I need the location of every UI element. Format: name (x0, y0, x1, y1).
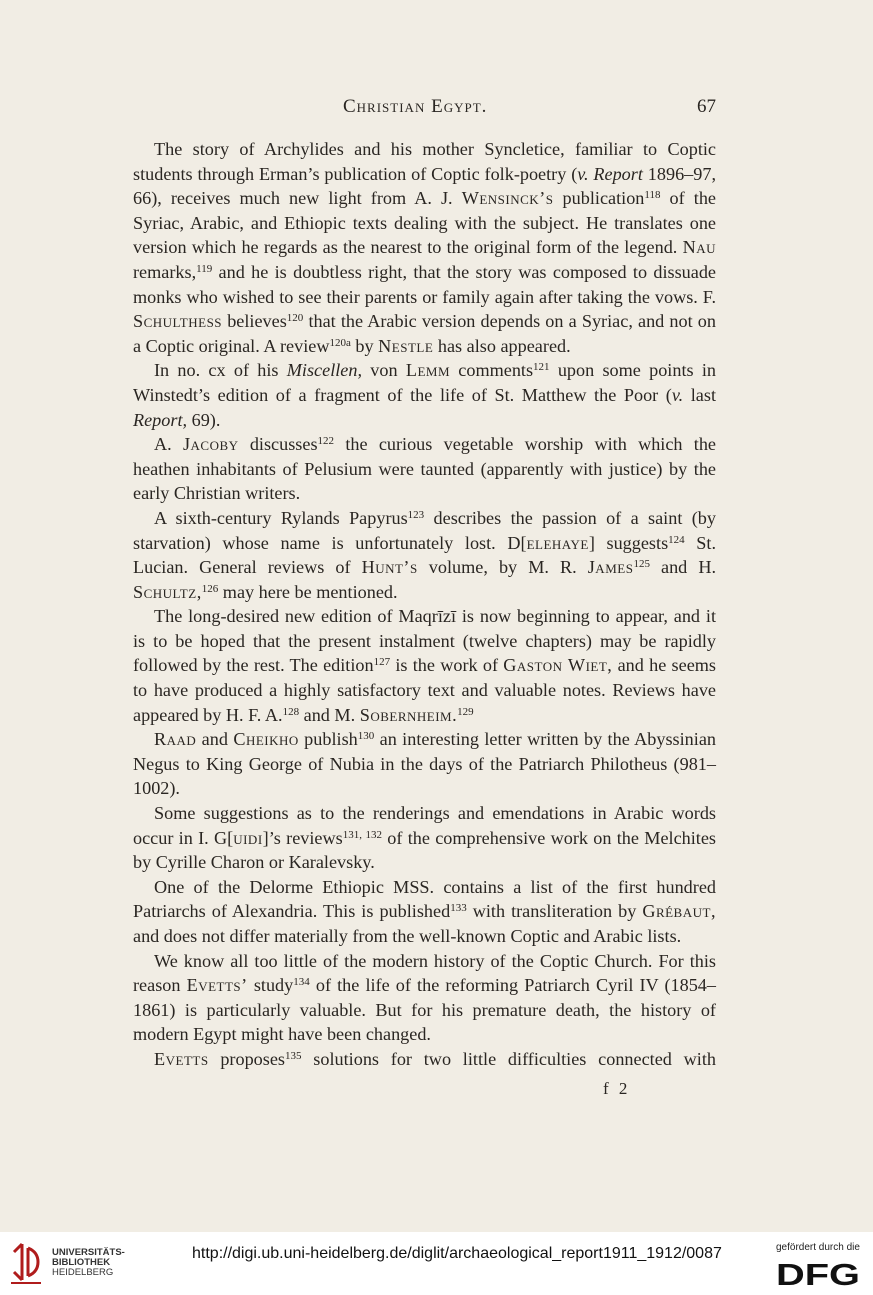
paragraph-archylides (133, 137, 716, 358)
text-run: of the comprehensive work on the Melchites by Cyrille Charon or Karalevsky. (133, 827, 716, 873)
university-library-name (52, 1248, 125, 1278)
text-run: upon some points in Winstedt’s edition of a fragment of the life of St. Matthew the Poor ( (133, 360, 716, 405)
author-name: Nestle (378, 335, 434, 356)
footnote-ref: 134 (293, 976, 310, 989)
footnote-ref: 126 (201, 582, 219, 595)
text-run: 1896–97, 66), receives much new light from A. J. (133, 163, 716, 209)
library-name-line: BIBLIOTHEK (52, 1257, 111, 1268)
text-run-italic: Miscellen, (286, 360, 363, 381)
text-run: ] suggests (588, 532, 669, 553)
text-run: and does not differ materially from the well-known Coptic and Arabic lists. (133, 926, 682, 946)
paragraph-jacoby (133, 432, 716, 506)
footnote-ref: 124 (668, 533, 685, 546)
text-run: and M. (299, 704, 360, 725)
footnote-ref: 120 (286, 312, 304, 325)
author-name: elehaye (526, 532, 589, 553)
text-run: study (247, 975, 294, 996)
author-name: Evetts (154, 1048, 209, 1069)
text-run: One of the Delorme Ethiopic MSS. contains a list of the first hundred Patriarchs of Alexandria. This is published (133, 876, 716, 922)
text-run: and (196, 729, 234, 750)
footnote-ref: 127 (373, 656, 391, 669)
text-run: comments (450, 360, 534, 381)
footnote-ref: 128 (282, 705, 300, 718)
author-name: Gaston Wiet, (503, 655, 613, 676)
author-name: Schultz, (133, 581, 202, 602)
text-run: and H. (649, 557, 717, 578)
library-name-line: HEIDELBERG (52, 1267, 114, 1278)
author-name: Nau (682, 237, 716, 258)
footnote-ref: 131, 132 (342, 828, 382, 841)
text-run: and he is doubtless right, that the story was composed to dissuade monks who wished to see their parents or family again after taking the vows. F. (133, 261, 716, 307)
author-name: Wensinck’s (461, 188, 554, 209)
footnote-ref: 135 (285, 1049, 302, 1062)
paragraph-raad-cheikho (133, 727, 716, 801)
text-run: solutions for two little difficulties connected with (301, 1048, 716, 1069)
text-run: has also appeared. (433, 335, 571, 356)
running-title: Christian Egypt. (343, 96, 488, 117)
text-run: an interesting letter written by the Abyssinian Negus to King George of Nubia in the days of the Patriarch Philotheus (981–1002). (133, 729, 716, 799)
dfg-logo-text: DFG (776, 1258, 860, 1288)
text-run: with transliteration by (466, 901, 643, 922)
paragraph-rylands (133, 506, 716, 604)
footnote-ref: 119 (196, 262, 213, 275)
text-run: and he seems to have produced a highly satisfactory text and valuable notes. Reviews have appeared by H. F. A. (133, 655, 716, 725)
text-run: that the Arabic version depends on a Syriac, and not on a Coptic original. A review (133, 311, 716, 356)
text-run: believes (222, 311, 287, 332)
footnote-ref: 118 (644, 189, 661, 202)
text-run: von (362, 360, 406, 381)
author-name: Grébaut, (642, 901, 716, 922)
text-run: The long-desired new edition of Maqrīzī is now beginning to appear, and it is to be hoped that the present instalment (twelve chapters) may be rapidly followed by the rest. The edition (133, 606, 716, 676)
author-name: Cheikho (233, 729, 299, 750)
dfg-logo-icon (774, 1258, 862, 1288)
text-run: St. Lucian. General reviews of (133, 532, 717, 578)
text-run-italic: v. (671, 384, 684, 405)
text-run: A. (154, 434, 183, 455)
author-name: Hunt’s (361, 557, 418, 578)
text-run: ]’s reviews (262, 827, 343, 848)
paragraph-maqrizi (133, 604, 716, 727)
author-name: Sobernheim. (359, 704, 458, 725)
text-run: We know all too little of the modern history of the Coptic Church. For this reason (133, 950, 716, 996)
paragraph-guidi (133, 801, 716, 875)
signature-mark: f 2 (603, 1079, 631, 1098)
text-run: The story of Archylides and his mother Syncletice, familiar to Coptic students through Erman’s publication of Coptic folk-poetry ( (133, 139, 716, 184)
footnote-ref: 123 (407, 508, 425, 521)
text-run: of the Syriac, Arabic, and Ethiopic texts dealing with the subject. He translates one version which he regards as the nearest to the original form of the legend. (133, 188, 717, 258)
author-name: Raad (154, 729, 197, 750)
paragraph-evetts-proposes (133, 1047, 716, 1072)
author-name: Schulthess (133, 311, 223, 332)
text-run-italic: Report, (133, 409, 188, 430)
author-name: uidi (233, 827, 263, 848)
author-name: Evetts’ (186, 975, 248, 996)
funded-by-label: gefördert durch die (776, 1242, 860, 1253)
text-run: discusses (238, 434, 318, 455)
footnote-ref: 133 (450, 902, 467, 915)
paragraph-lemm (133, 358, 716, 432)
footnote-ref: 129 (457, 705, 474, 718)
text-run: is the work of (390, 655, 504, 676)
text-run: 69). (187, 409, 221, 430)
text-run: describes the passion of a saint (by starvation) whose name is unfortunately lost. D[ (133, 507, 716, 553)
text-run: of the life of the reforming Patriarch Cyril IV (1854–1861) is particularly valuable. But for his premature death, the history of modern Egypt might have been changed. (133, 975, 716, 1045)
text-run: A sixth-century Rylands Papyrus (154, 507, 408, 528)
running-head (133, 96, 716, 122)
text-run: the curious vegetable worship with which the heathen inhabitants of Pelusium were taunted (apparently with justice) by the early Christian writers. (133, 434, 717, 504)
text-run: remarks, (133, 261, 197, 282)
footnote-ref: 120a (329, 336, 351, 349)
footnote-ref: 121 (533, 361, 550, 374)
paragraph-evetts-study (133, 949, 716, 1047)
paragraph-delorme (133, 875, 716, 949)
page-number: 67 (697, 96, 716, 117)
footnote-ref: 122 (317, 435, 335, 448)
text-run: last (683, 384, 717, 405)
viewer-footer (0, 1232, 873, 1295)
text-run: publication (553, 188, 645, 209)
library-name-line: UNIVERSITÄTS- (52, 1247, 125, 1258)
footnote-ref: 130 (357, 730, 375, 743)
author-name: James (587, 557, 634, 578)
text-run: proposes (208, 1048, 286, 1069)
footnote-ref: 125 (633, 558, 650, 571)
text-run: by (350, 335, 379, 356)
text-run: In no. cx of his (154, 360, 287, 381)
text-run-italic: v. Report (577, 163, 643, 184)
text-run: publish (298, 729, 358, 750)
author-name: Jacoby (182, 434, 239, 455)
source-url-link[interactable]: http://digi.ub.uni-heidelberg.de/diglit/archaeological_report1911_1912/0087 (192, 1245, 722, 1262)
body-text (133, 137, 716, 1072)
author-name: Lemm (405, 360, 451, 381)
text-run: Some suggestions as to the renderings and emendations in Arabic words occur in I. G[ (133, 803, 716, 848)
university-library-logo-icon (8, 1238, 46, 1286)
text-run: volume, by M. R. (417, 557, 588, 578)
text-run: may here be mentioned. (218, 581, 398, 602)
